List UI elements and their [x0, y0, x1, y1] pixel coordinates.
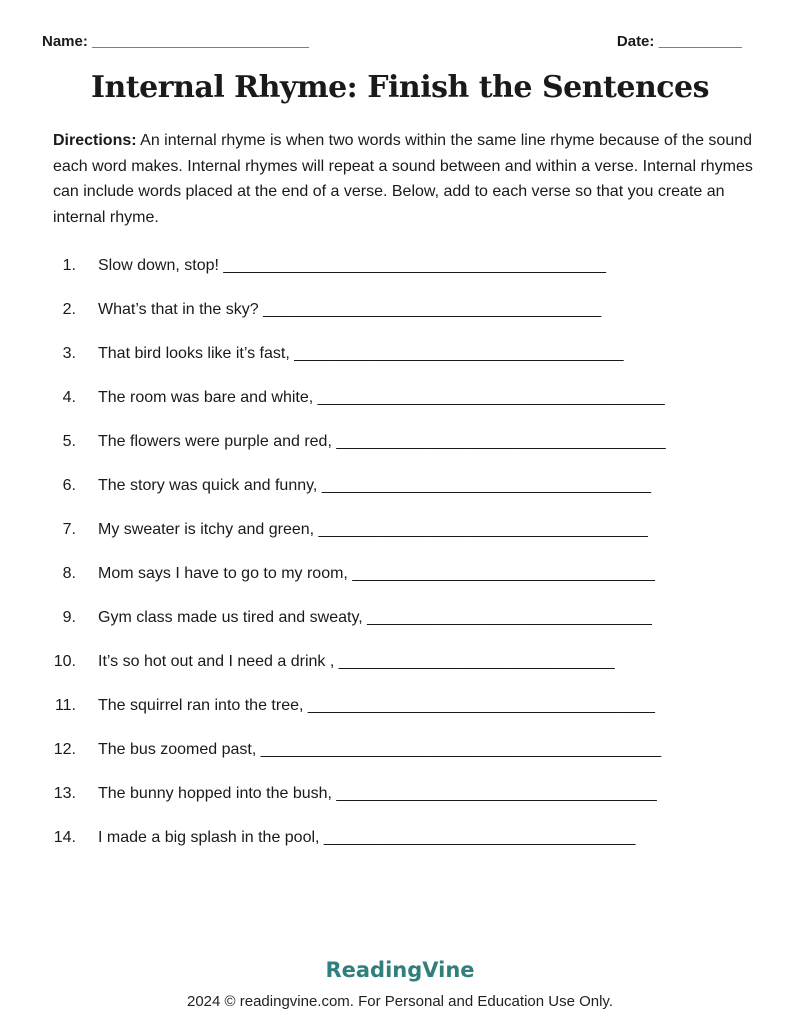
item-number: 2. [62, 301, 76, 318]
item-text: Mom says I have to go to my room, __________________________________ [98, 565, 655, 582]
item-number: 9. [62, 609, 76, 626]
item-text: The flowers were purple and red, _____________________________________ [98, 433, 666, 450]
directions [53, 128, 765, 230]
directions-text: An internal rhyme is when two words within the same line rhyme because of the sound each word makes. Internal rhymes will repeat a sound between and within a verse. Internal rhymes can include words placed at the end of a verse. Below, add to each verse so that you create an internal rhyme. [53, 132, 753, 226]
header-row [42, 33, 742, 53]
directions-label: Directions: [53, 132, 137, 149]
item-number: 13. [53, 785, 76, 802]
item-number: 3. [62, 345, 76, 362]
item-text: The room was bare and white, _______________________________________ [98, 389, 665, 406]
item-text: It’s so hot out and I need a drink , _______________________________ [98, 653, 615, 670]
item-text: What’s that in the sky? ______________________________________ [98, 301, 602, 318]
item-number: 8. [62, 565, 76, 582]
item-number: 12. [53, 741, 76, 758]
item-text: My sweater is itchy and green, _____________________________________ [98, 521, 648, 538]
item-text: The squirrel ran into the tree, _______________________________________ [98, 697, 655, 714]
item-number: 11. [54, 697, 76, 714]
date-field: Date: __________ [616, 33, 742, 50]
copyright-note: 2024 © readingvine.com. For Personal and Education Use Only. [186, 993, 613, 1010]
readingvine-logo: ReadingVine [325, 958, 475, 982]
item-number: 7. [62, 521, 76, 538]
item-text: The bus zoomed past, _____________________________________________ [98, 741, 662, 758]
item-text: I made a big splash in the pool, ___________________________________ [98, 829, 636, 846]
item-text: Slow down, stop! ___________________________________________ [98, 257, 607, 274]
item-text: The bunny hopped into the bush, ____________________________________ [98, 785, 657, 802]
item-text: That bird looks like it’s fast, _____________________________________ [98, 345, 624, 362]
item-text: Gym class made us tired and sweaty, ________________________________ [98, 609, 652, 626]
item-text: The story was quick and funny, _____________________________________ [98, 477, 652, 494]
item-number: 4. [62, 389, 76, 406]
item-number: 5. [62, 433, 76, 450]
item-number: 10. [53, 653, 76, 670]
worksheet-title: Internal Rhyme: Finish the Sentences [90, 70, 710, 105]
name-field: Name: __________________________ [42, 33, 309, 50]
item-number: 6. [62, 477, 76, 494]
item-number: 1. [62, 257, 76, 274]
item-number: 14. [53, 829, 76, 846]
